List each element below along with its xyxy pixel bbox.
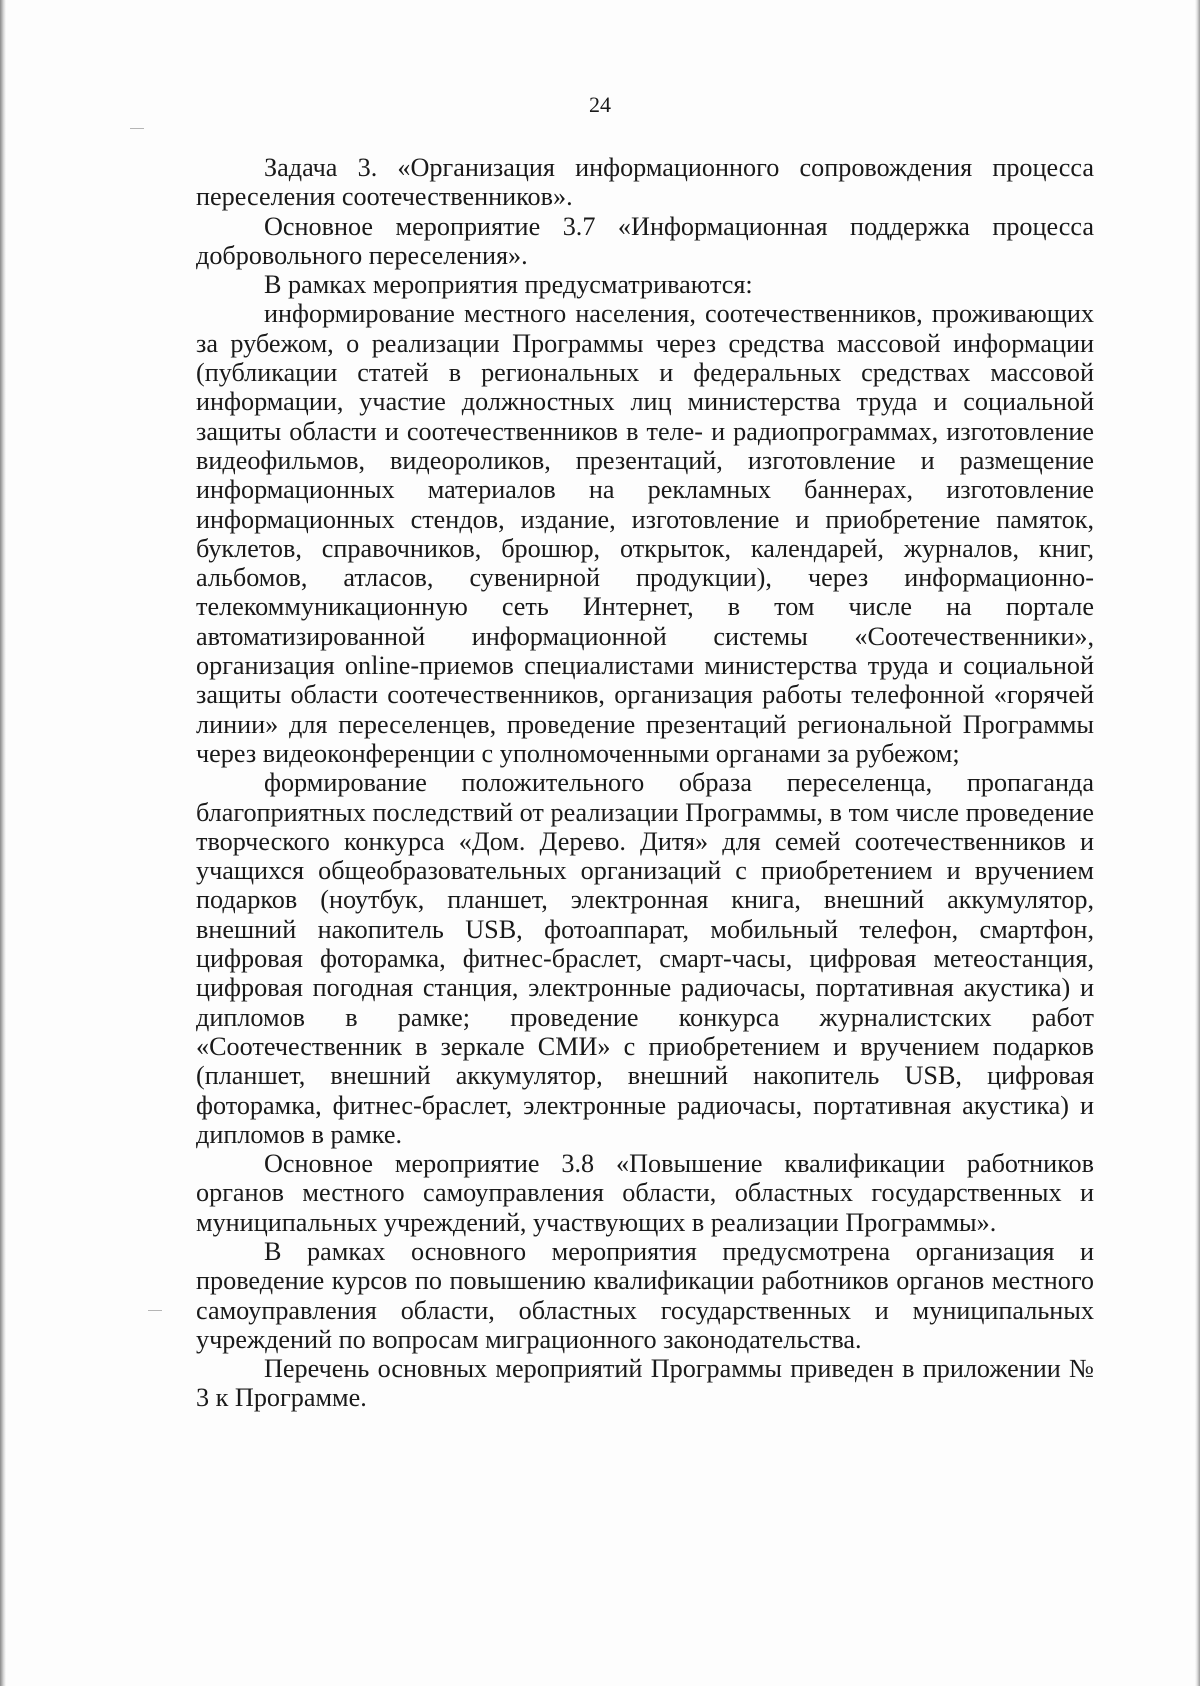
paragraph-informing: информирование местного населения, соотечественников, проживающих за рубежом, о реализации Программы через средства массовой информации (публикации статей в региональных и федеральных средствах массовой информации, участие должностных лиц министерства труда и социальной защиты области и соотечественников в теле- и радиопрограммах, изготовление видеофильмов, видеороликов, презентаций, изготовление и размещение информационных материалов на рекламных баннерах, изготовление информационных стендов, издание, изготовление и приобретение памяток, буклетов, справочников, брошюр, открыток, календарей, журналов, книг, альбомов, атласов, сувенирной продукции), через информационно-телекоммуникационную сеть Интернет, в том числе на портале автоматизированной информационной системы «Соотечественники», организация online-приемов специалистами министерства труда и социальной защиты области соотечественников, организация работы телефонной «горячей линии» для переселенцев, проведение презентаций региональной Программы через видеоконференции с уполномоченными органами за рубежом;: [196, 299, 1094, 768]
paragraph-positive-image: формирование положительного образа переселенца, пропаганда благоприятных последствий от реализации Программы, в том числе проведение творческого конкурса «Дом. Дерево. Дитя» для семей соотечественников и учащихся общеобразовательных организаций с приобретением и вручением подарков (ноутбук, планшет, электронная книга, внешний аккумулятор, внешний накопитель USB, фотоаппарат, мобильный телефон, смартфон, цифровая фоторамка, фитнес-браслет, смарт-часы, цифровая метеостанция, цифровая погодная станция, электронные радиочасы, портативная акустика) и дипломов в рамке; проведение конкурса журналистских работ «Соотечественник в зеркале СМИ» с приобретением и вручением подарков (планшет, внешний аккумулятор, внешний накопитель USB, цифровая фоторамка, фитнес-браслет, электронные радиочасы, портативная акустика) и дипломов в рамке.: [196, 768, 1094, 1149]
paragraph-activity-3-7: Основное мероприятие 3.7 «Информационная поддержка процесса добровольного переселения».: [196, 211, 1094, 270]
paragraph-appendix-reference: Перечень основных мероприятий Программы приведен в приложении № 3 к Программе.: [196, 1354, 1094, 1413]
paragraph-task-3: Задача 3. «Организация информационного сопровождения процесса переселения соотечественников».: [196, 153, 1094, 212]
paragraph-activity-scope: В рамках мероприятия предусматриваются:: [264, 270, 753, 300]
margin-mark: [148, 1310, 162, 1311]
paragraph-training-courses: В рамках основного мероприятия предусмотрена организация и проведение курсов по повышению квалификации работников органов местного самоуправления области, областных государственных и муниципальных учреждений по вопросам миграционного законодательства.: [196, 1236, 1094, 1354]
document-body: [196, 153, 1094, 1413]
scan-edge-right: [1195, 0, 1200, 1686]
margin-mark: [130, 128, 144, 129]
page-number: 24: [589, 92, 611, 117]
scan-edge-left: [0, 0, 6, 1686]
paragraph-activity-3-8: Основное мероприятие 3.8 «Повышение квалификации работников органов местного самоуправления области, областных государственных и муниципальных учреждений, участвующих в реализации Программы».: [196, 1149, 1094, 1237]
